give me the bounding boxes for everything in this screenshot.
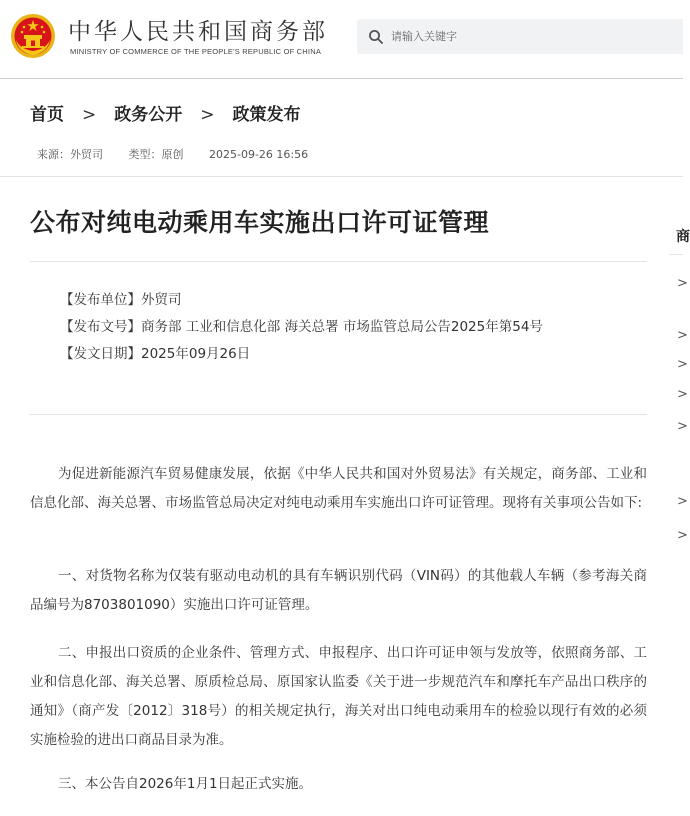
sidebar-item-chevron-icon[interactable]: > [677,528,688,543]
breadcrumb-policy-release[interactable]: 政策发布 [232,105,301,125]
info-issue-date: 【发文日期】2025年09月26日 [60,346,251,362]
search-icon[interactable] [368,29,384,45]
info-document-number: 【发布文号】商务部 工业和信息化部 海关总署 市场监管总局公告2025年第54号 [60,319,543,335]
search-box [357,19,683,54]
breadcrumb-separator: > [82,105,97,125]
sidebar-heading: 商 [676,229,690,245]
breadcrumb-home[interactable]: 首页 [30,105,64,125]
title-divider [30,261,647,262]
section-divider [0,176,683,177]
article-paragraph: 三、本公告自2026年1月1日起正式实施。 [58,776,313,792]
breadcrumb [30,100,301,125]
national-emblem-icon[interactable] [10,13,56,59]
info-divider [30,414,647,415]
sidebar-item-chevron-icon[interactable]: > [677,387,688,402]
article-title: 公布对纯电动乘用车实施出口许可证管理 [30,208,490,237]
article-paragraph: 为促进新能源汽车贸易健康发展，依据《中华人民共和国对外贸易法》有关规定，商务部、工业和信息化部、海关总署、市场监管总局决定对纯电动乘用车实施出口许可证管理。现将有关事项公告如下: [30,466,647,511]
info-issuer: 【发布单位】外贸司 [60,292,182,308]
search-input[interactable] [391,19,671,54]
site-header [0,0,683,78]
sidebar-divider [670,254,683,255]
article-paragraph: 二、申报出口资质的企业条件、管理方式、申报程序、出口许可证申领与发放等，依照商务部、工业和信息化部、海关总署、原质检总局、原国家认监委《关于进一步规范汽车和摩托车产品出口秩序的通知》（商产发〔2012〕318号）的相关规定执行，海关对出口纯电动乘用车的检验以现行有效的必须实施检验的进出口商品目录为准。 [30,645,647,748]
sidebar-item-chevron-icon[interactable]: > [677,276,688,291]
header-divider [0,78,683,79]
meta-source: 来源：外贸司 [37,148,103,161]
meta-date: 2025-09-26 16:56 [209,148,309,161]
sidebar-item-chevron-icon[interactable]: > [677,494,688,509]
sidebar-item-chevron-icon[interactable]: > [677,357,688,372]
site-name-en: MINISTRY OF COMMERCE OF THE PEOPLE'S REPUBLIC OF CHINA [70,47,322,56]
article-paragraph: 一、对货物名称为仅装有驱动电动机的具有车辆识别代码（VIN码）的其他载人车辆（参考海关商品编号为8703801090）实施出口许可证管理。 [30,568,647,613]
breadcrumb-separator: > [200,105,215,125]
article-meta [37,146,330,162]
sidebar-item-chevron-icon[interactable]: > [677,419,688,434]
breadcrumb-open-affairs[interactable]: 政务公开 [114,105,183,125]
meta-type: 类型：原创 [128,148,184,161]
site-name[interactable]: 中华人民共和国商务部 [68,19,328,45]
sidebar-item-chevron-icon[interactable]: > [677,328,688,343]
